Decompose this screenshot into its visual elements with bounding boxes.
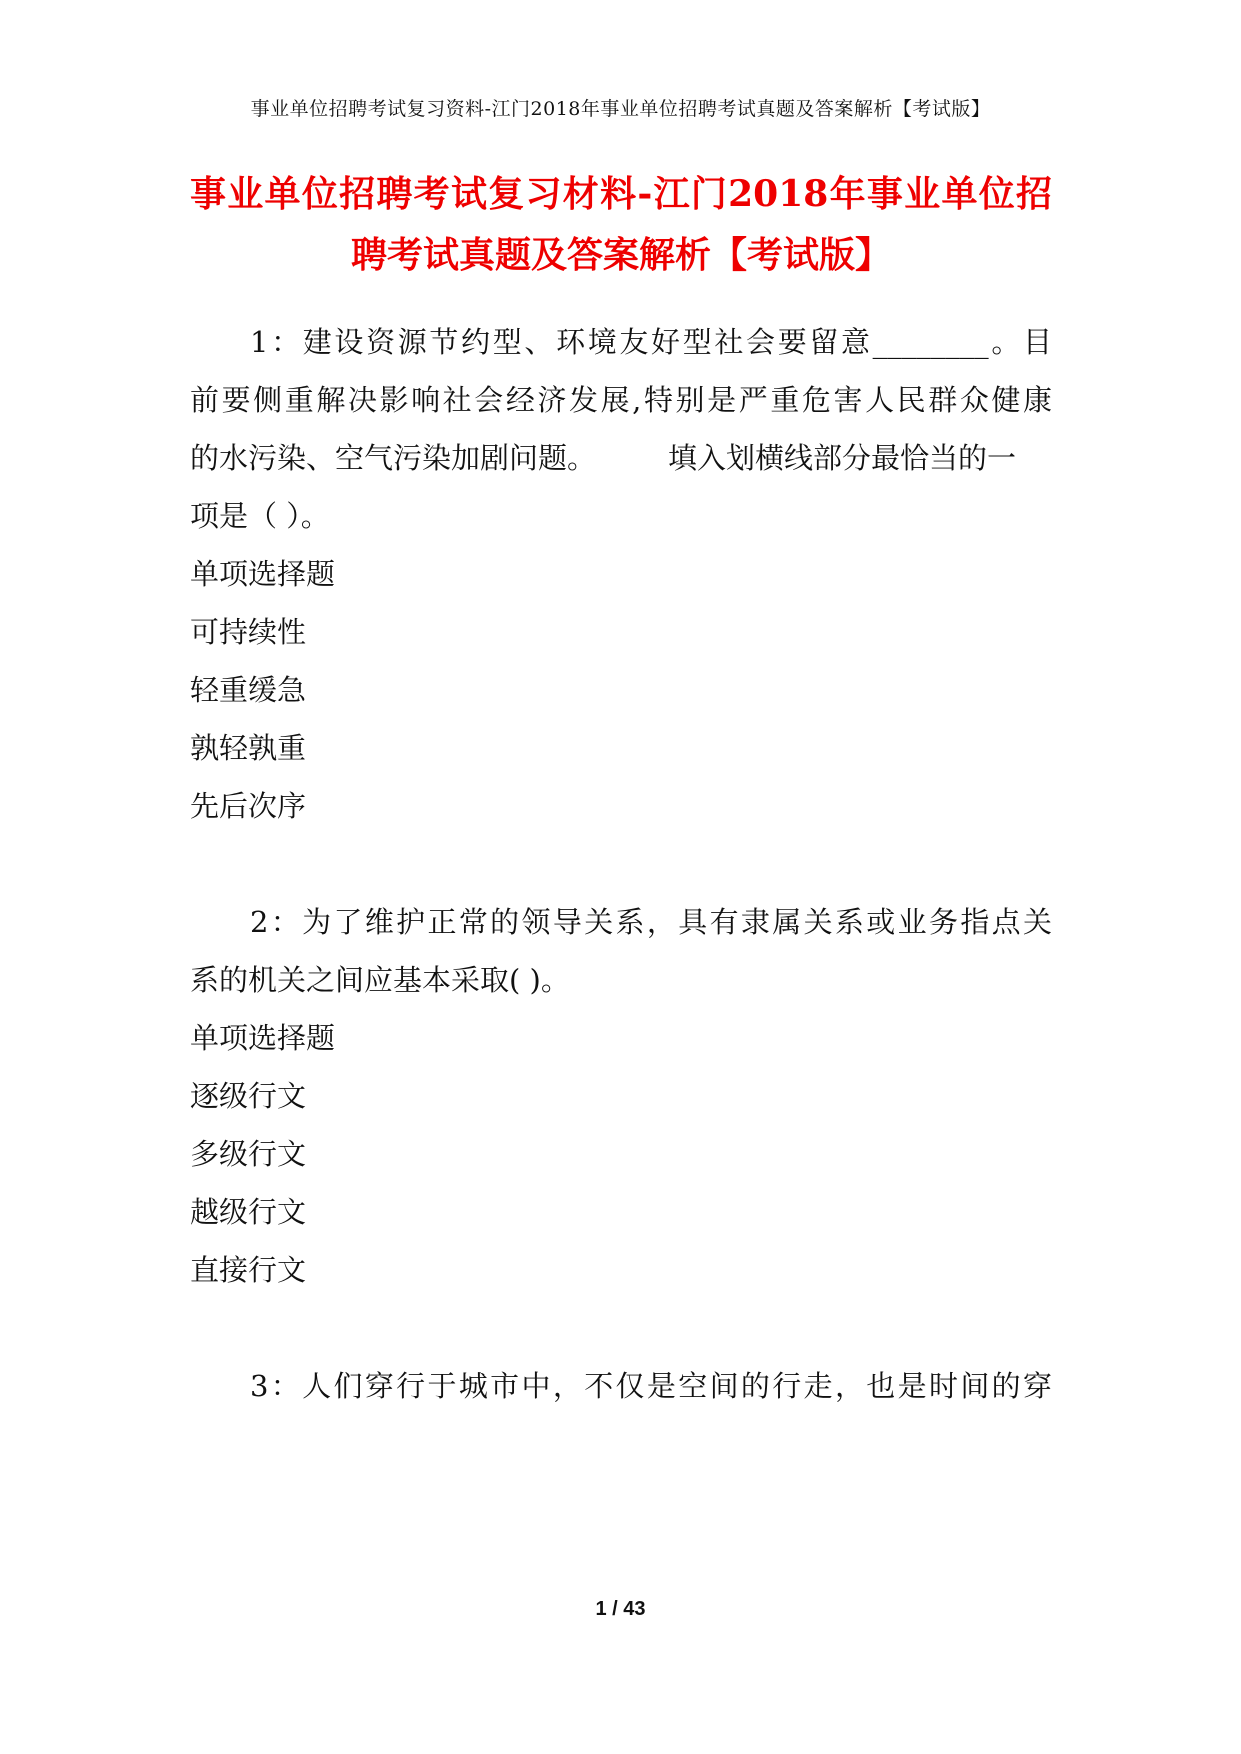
question-1-stem-line-4: 项是（ ）。: [190, 499, 330, 533]
question-2-stem-line-2: 系的机关之间应基本采取( )。: [190, 963, 570, 997]
question-1-option-4: 先后次序: [190, 789, 307, 823]
running-header: 事业单位招聘考试复习资料-江门2018年事业单位招聘考试真题及答案解析【考试版】: [250, 98, 991, 120]
question-2-stem-line-1: 2：为了维护正常的领导关系，具有隶属关系或业务指点关: [250, 905, 1052, 939]
question-2-option-1: 逐级行文: [190, 1079, 307, 1113]
question-1-stem-line-3-tail: 填入划横线部分最恰当的一: [668, 441, 1017, 475]
question-1-option-2: 轻重缓急: [190, 673, 307, 707]
question-3-stem-line-1: 3：人们穿行于城市中，不仅是空间的行走，也是时间的穿: [250, 1369, 1052, 1403]
question-1-option-1: 可持续性: [190, 615, 307, 649]
question-1-stem-line-3-head: 的水污染、空气污染加剧问题。: [190, 441, 597, 475]
question-1-type: 单项选择题: [190, 557, 336, 591]
question-1-stem-line-3: [190, 438, 1052, 478]
question-1-option-3: 孰轻孰重: [190, 731, 307, 765]
question-2-option-4: 直接行文: [190, 1253, 307, 1287]
question-2-option-3: 越级行文: [190, 1195, 307, 1229]
question-1-stem-line-1: 1：建设资源节约型、环境友好型社会要留意________。目: [250, 325, 1052, 359]
page-indicator: 1 / 43: [595, 1598, 646, 1620]
question-2-type: 单项选择题: [190, 1021, 336, 1055]
document-title-line-1: 事业单位招聘考试复习材料-江门2018年事业单位招: [190, 173, 1052, 215]
document-title-line-2: 聘考试真题及答案解析【考试版】: [350, 234, 891, 276]
question-1-stem-line-2: 前要侧重解决影响社会经济发展,特别是严重危害人民群众健康: [190, 383, 1052, 417]
question-2-option-2: 多级行文: [190, 1137, 307, 1171]
